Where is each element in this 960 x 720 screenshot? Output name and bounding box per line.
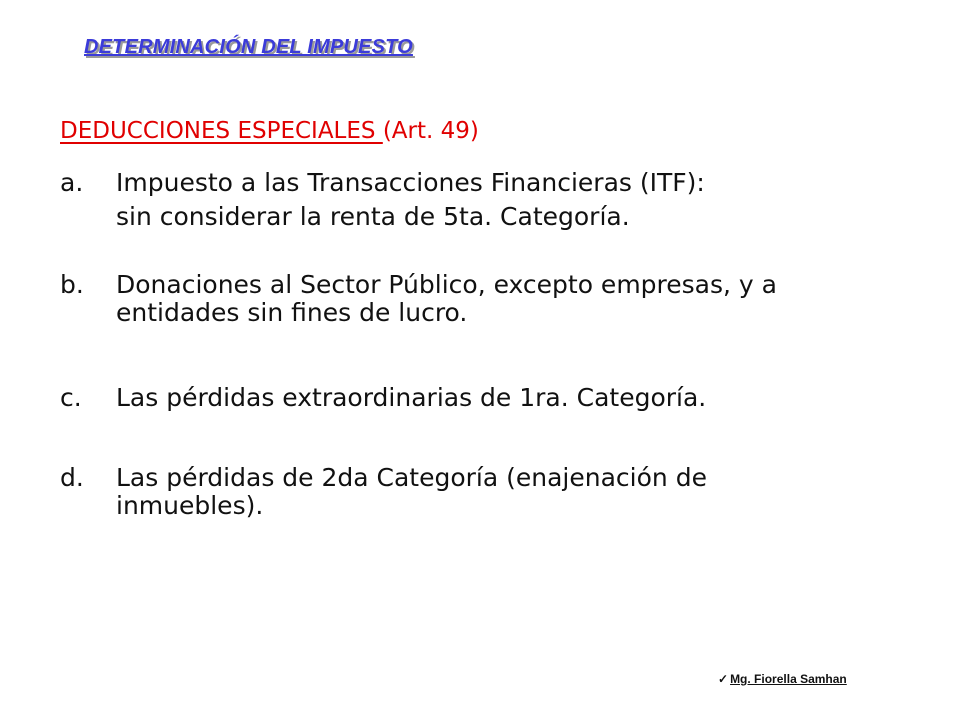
list-item-letter: c. xyxy=(60,383,82,412)
author-name: Mg. Fiorella Samhan xyxy=(730,672,847,686)
list-item-letter: a. xyxy=(60,168,84,197)
list-item-text-continuation: sin considerar la renta de 5ta. Categoría. xyxy=(116,202,630,231)
list-item-text: Impuesto a las Transacciones Financieras (ITF): xyxy=(116,168,705,197)
list-item-text-continuation: inmuebles). xyxy=(116,491,264,520)
list-item-text: Las pérdidas extraordinarias de 1ra. Categoría. xyxy=(116,383,707,412)
list-item-text-continuation: entidades sin fines de lucro. xyxy=(116,298,468,327)
list-item-text: Donaciones al Sector Público, excepto empresas, y a xyxy=(116,270,777,299)
section-heading-article: (Art. 49) xyxy=(382,118,479,144)
list-item-text: Las pérdidas de 2da Categoría (enajenación de xyxy=(116,463,707,492)
section-heading xyxy=(60,118,479,144)
list-item-letter: b. xyxy=(60,270,84,299)
list-item-letter: d. xyxy=(60,463,84,492)
checkmark-icon: ✓ xyxy=(718,672,729,686)
slide-title: DETERMINACIÓN DEL IMPUESTO xyxy=(84,36,413,58)
section-heading-title: DEDUCCIONES ESPECIALES xyxy=(60,118,383,144)
author-credit xyxy=(718,672,847,686)
